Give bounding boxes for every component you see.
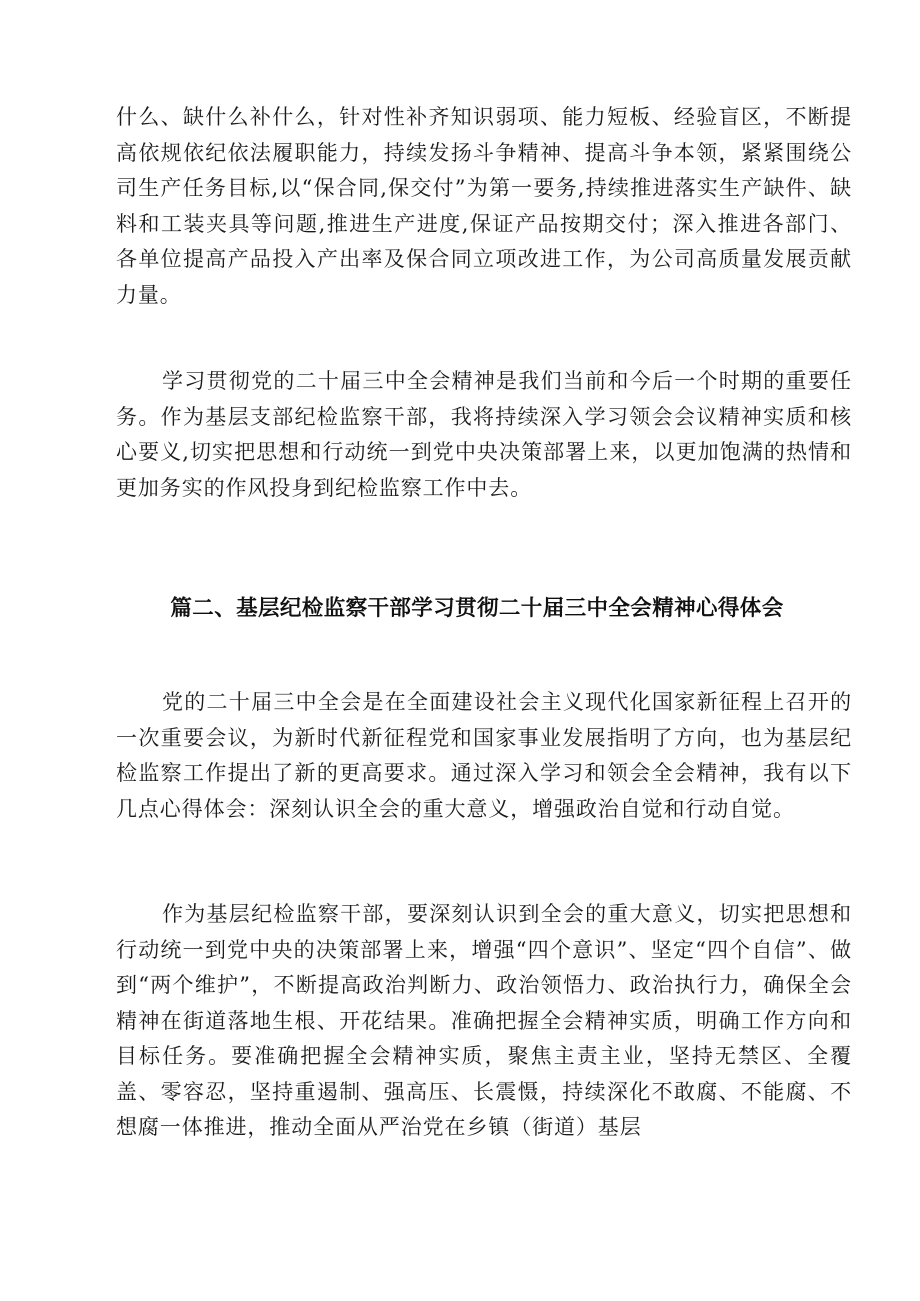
section-heading: 篇二、基层纪检监察干部学习贯彻二十届三中全会精神心得体会 — [170, 596, 784, 621]
section-paragraph-body: 作为基层纪检监察干部，要深刻认识到全会的重大意义，切实把思想和行动统一到党中央的决策部署上来，增强“四个意识”、坚定“四个自信”、做到“两个维护”，不断提高政治判断力、政治领悟力、政治执行力，确保全会精神在街道落地生根、开花结果。准确把握全会精神实质，明确工作方向和目标任务。要准确把握全会精神实质，聚焦主责主业，坚持无禁区、全覆盖、零容忍，坚持重遏制、强高压、长震慑，持续深化不敢腐、不能腐、不想腐一体推进，推动全面从严治党在乡镇（街道）基层 — [116, 902, 852, 1139]
paragraph-continued: 什么、缺什么补什么，针对性补齐知识弱项、能力短板、经验盲区，不断提高依规依纪依法履职能力，持续发扬斗争精神、提高斗争本领，紧紧围绕公司生产任务目标,以“保合同,保交付”为第一要务,持续推进落实生产缺件、缺料和工装夹具等问题,推进生产进度,保证产品按期交付；深入推进各部门、各单位提高产品投入产出率及保合同立项改进工作，为公司高质量发展贡献力量。 — [116, 105, 852, 307]
section-paragraph-intro: 党的二十届三中全会是在全面建设社会主义现代化国家新征程上召开的一次重要会议，为新时代新征程党和国家事业发展指明了方向，也为基层纪检监察工作提出了新的更高要求。通过深入学习和领会全会精神，我有以下几点心得体会：深刻认识全会的重大意义，增强政治自觉和行动自觉。 — [116, 690, 852, 821]
paragraph-conclusion: 学习贯彻党的二十届三中全会精神是我们当前和今后一个时期的重要任务。作为基层支部纪检监察干部，我将持续深入学习领会会议精神实质和核心要义,切实把思想和行动统一到党中央决策部署上来，以更加饱满的热情和更加务实的作风投身到纪检监察工作中去。 — [116, 369, 852, 500]
